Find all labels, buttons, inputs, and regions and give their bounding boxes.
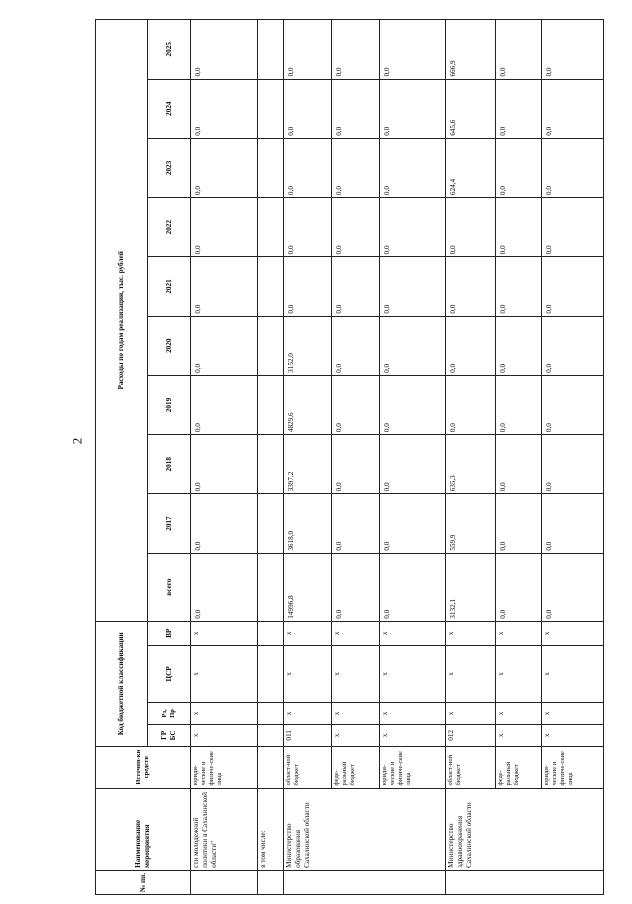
row-value: 0,0 bbox=[446, 198, 496, 257]
page-number: 2 bbox=[69, 437, 85, 445]
row-source: област-ной бюджет bbox=[446, 746, 496, 788]
row-value bbox=[258, 138, 284, 197]
row-source: юриди-ческие и физиче-ские лица bbox=[380, 746, 446, 788]
row-code: х bbox=[284, 645, 332, 702]
row-value: 0,0 bbox=[332, 257, 380, 316]
row-code: х bbox=[542, 724, 604, 746]
header-year-2024: 2024 bbox=[148, 79, 191, 138]
row-source: област-ной бюджет bbox=[284, 746, 332, 788]
row-value: 0,0 bbox=[380, 198, 446, 257]
row-value: 3397,2 bbox=[284, 435, 332, 494]
row-source: юриди-ческие и физиче-ские лица bbox=[542, 746, 604, 788]
row-code: х bbox=[542, 702, 604, 724]
row-code: х bbox=[332, 645, 380, 702]
row-value: 0,0 bbox=[332, 20, 380, 80]
header-budget-code: Код бюджетной классификации bbox=[96, 621, 148, 746]
row-name: Министерство образования Сахалинской области bbox=[284, 788, 446, 870]
table-row bbox=[284, 20, 332, 895]
row-source: феде-ральный бюджет bbox=[496, 746, 542, 788]
header-year-2018: 2018 bbox=[148, 435, 191, 494]
row-value: 645,6 bbox=[446, 79, 496, 138]
row-value: 0,0 bbox=[191, 198, 258, 257]
row-value: 0,0 bbox=[284, 20, 332, 80]
row-source: юриди-ческие и физиче-ские лица bbox=[191, 746, 258, 788]
row-value: 0,0 bbox=[542, 375, 604, 434]
header-code-csr: ЦСР bbox=[148, 645, 191, 702]
row-value: 0,0 bbox=[191, 316, 258, 375]
header-source: Источни-ки средств bbox=[96, 746, 191, 788]
header-name: Наименование мероприятия bbox=[96, 788, 191, 870]
row-value: 0,0 bbox=[496, 257, 542, 316]
row-value: 0,0 bbox=[542, 198, 604, 257]
row-value: 0,0 bbox=[496, 79, 542, 138]
table-row bbox=[191, 20, 258, 895]
row-source: феде-ральный бюджет bbox=[332, 746, 380, 788]
row-code: х bbox=[332, 621, 380, 645]
row-value: 0,0 bbox=[496, 20, 542, 80]
row-code: х bbox=[542, 645, 604, 702]
row-value: 0,0 bbox=[380, 494, 446, 553]
row-value: 635,3 bbox=[446, 435, 496, 494]
rotated-table-wrapper bbox=[95, 19, 574, 895]
row-value: 0,0 bbox=[191, 138, 258, 197]
row-value: 0,0 bbox=[380, 257, 446, 316]
row-code: 011 bbox=[284, 724, 332, 746]
row-code: х bbox=[496, 702, 542, 724]
header-num: № пп. bbox=[96, 870, 191, 894]
row-value: 0,0 bbox=[284, 138, 332, 197]
table-row bbox=[258, 20, 284, 895]
header-year-2017: 2017 bbox=[148, 494, 191, 553]
row-value: 624,4 bbox=[446, 138, 496, 197]
row-value: 0,0 bbox=[542, 20, 604, 80]
row-value: 0,0 bbox=[191, 257, 258, 316]
row-num bbox=[284, 870, 446, 894]
row-value: 0,0 bbox=[284, 257, 332, 316]
row-value: 0,0 bbox=[332, 435, 380, 494]
row-code: х bbox=[446, 702, 496, 724]
row-value: 0,0 bbox=[191, 435, 258, 494]
table-row bbox=[380, 20, 446, 895]
row-value: 0,0 bbox=[542, 553, 604, 621]
row-code: 012 bbox=[446, 724, 496, 746]
row-code: х bbox=[191, 621, 258, 645]
row-value: 0,0 bbox=[380, 20, 446, 80]
row-value: 0,0 bbox=[542, 435, 604, 494]
row-value: 0,0 bbox=[496, 553, 542, 621]
row-value: 0,0 bbox=[332, 198, 380, 257]
row-value bbox=[258, 257, 284, 316]
row-value: 0,0 bbox=[542, 79, 604, 138]
row-value bbox=[258, 494, 284, 553]
header-year-2023: 2023 bbox=[148, 138, 191, 197]
row-value: 559,9 bbox=[446, 494, 496, 553]
row-value: 0,0 bbox=[542, 257, 604, 316]
header-year-2020: 2020 bbox=[148, 316, 191, 375]
row-num bbox=[258, 870, 284, 894]
row-code bbox=[258, 621, 284, 645]
row-value: 0,0 bbox=[496, 316, 542, 375]
row-name: сти молодежной политики в Сахалинской области" bbox=[191, 788, 258, 870]
row-value bbox=[258, 553, 284, 621]
header-code-vr: ВР bbox=[148, 621, 191, 645]
row-code: х bbox=[446, 645, 496, 702]
row-code: х bbox=[380, 645, 446, 702]
row-value: 0,0 bbox=[542, 316, 604, 375]
row-value: 3132,1 bbox=[446, 553, 496, 621]
row-code: х bbox=[542, 621, 604, 645]
row-value: 0,0 bbox=[496, 198, 542, 257]
row-value: 0,0 bbox=[496, 375, 542, 434]
row-value: 0,0 bbox=[380, 316, 446, 375]
table-row bbox=[542, 20, 604, 895]
row-value: 0,0 bbox=[496, 138, 542, 197]
row-code: х bbox=[380, 702, 446, 724]
row-value: 0,0 bbox=[380, 375, 446, 434]
row-name: Министерство здравоохранения Сахалинской области bbox=[446, 788, 604, 870]
table-row bbox=[496, 20, 542, 895]
row-value: 0,0 bbox=[332, 79, 380, 138]
row-value: 0,0 bbox=[191, 553, 258, 621]
header-year-2019: 2019 bbox=[148, 375, 191, 434]
table-row bbox=[446, 20, 496, 895]
row-value bbox=[258, 198, 284, 257]
row-name: в том числе: bbox=[258, 788, 284, 870]
row-value bbox=[258, 435, 284, 494]
row-value: 4829,6 bbox=[284, 375, 332, 434]
row-code: х bbox=[191, 702, 258, 724]
row-value: 0,0 bbox=[446, 375, 496, 434]
row-code: х bbox=[380, 724, 446, 746]
row-code: х bbox=[496, 621, 542, 645]
header-year-2025: 2025 bbox=[148, 20, 191, 80]
row-code: х bbox=[380, 621, 446, 645]
row-value bbox=[258, 375, 284, 434]
row-source bbox=[258, 746, 284, 788]
row-value: 0,0 bbox=[332, 553, 380, 621]
row-num bbox=[446, 870, 604, 894]
row-value: 0,0 bbox=[284, 198, 332, 257]
row-value: 0,0 bbox=[332, 494, 380, 553]
row-value: 0,0 bbox=[191, 79, 258, 138]
row-code: х bbox=[332, 702, 380, 724]
table-row bbox=[332, 20, 380, 895]
row-value: 0,0 bbox=[191, 20, 258, 80]
row-value: 0,0 bbox=[284, 79, 332, 138]
row-value: 0,0 bbox=[380, 79, 446, 138]
budget-table bbox=[95, 19, 604, 895]
row-value: 0,0 bbox=[332, 316, 380, 375]
row-value: 3618,0 bbox=[284, 494, 332, 553]
row-value: 0,0 bbox=[542, 494, 604, 553]
header-code-grbs: ГР БС bbox=[148, 724, 191, 746]
row-value: 0,0 bbox=[542, 138, 604, 197]
row-num bbox=[191, 870, 258, 894]
row-value: 0,0 bbox=[380, 553, 446, 621]
row-value bbox=[258, 316, 284, 375]
header-expenses: Расходы по годам реализации, тыс. рублей bbox=[96, 20, 148, 622]
row-value: 0,0 bbox=[380, 435, 446, 494]
header-year-2022: 2022 bbox=[148, 198, 191, 257]
row-code bbox=[258, 645, 284, 702]
row-value: 0,0 bbox=[496, 435, 542, 494]
row-value: 0,0 bbox=[191, 494, 258, 553]
row-code: х bbox=[284, 702, 332, 724]
row-value bbox=[258, 79, 284, 138]
row-value: 3152,0 bbox=[284, 316, 332, 375]
row-value: 0,0 bbox=[446, 316, 496, 375]
row-value: 0,0 bbox=[332, 375, 380, 434]
row-value: 0,0 bbox=[380, 138, 446, 197]
row-value: 14996,8 bbox=[284, 553, 332, 621]
row-value: 0,0 bbox=[496, 494, 542, 553]
row-code: х bbox=[496, 645, 542, 702]
row-code: х bbox=[332, 724, 380, 746]
row-code bbox=[258, 724, 284, 746]
row-value: 0,0 bbox=[446, 257, 496, 316]
row-code: х bbox=[446, 621, 496, 645]
row-code: х bbox=[191, 724, 258, 746]
header-year-2021: 2021 bbox=[148, 257, 191, 316]
row-value: 666,9 bbox=[446, 20, 496, 80]
header-code-rzpr: Рз, Пр bbox=[148, 702, 191, 724]
row-value bbox=[258, 20, 284, 80]
row-value: 0,0 bbox=[332, 138, 380, 197]
row-code: х bbox=[496, 724, 542, 746]
row-code bbox=[258, 702, 284, 724]
row-value: 0,0 bbox=[191, 375, 258, 434]
header-year-total: всего bbox=[148, 553, 191, 621]
row-code: х bbox=[191, 645, 258, 702]
row-code: х bbox=[284, 621, 332, 645]
